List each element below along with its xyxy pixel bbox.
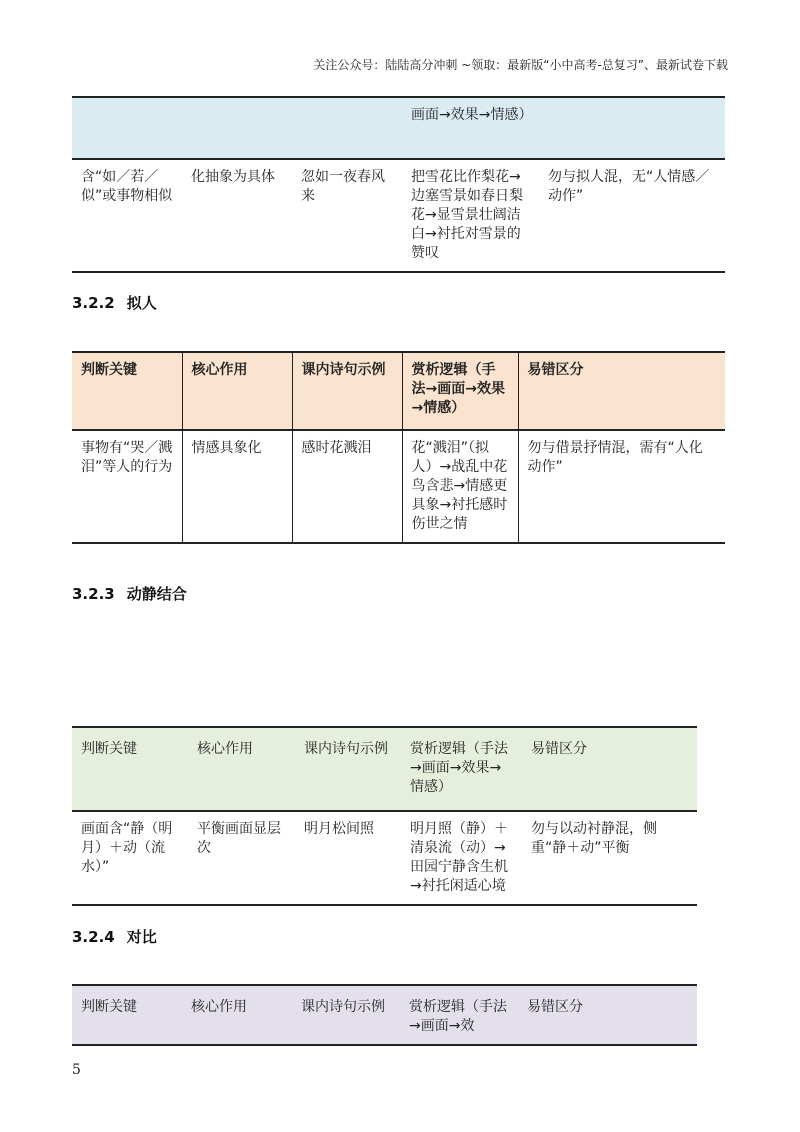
table-cell: 情感具象化 <box>182 430 292 543</box>
header-cell <box>72 97 182 159</box>
header-cell: 赏析逻辑（手法→画面→效果→情感） <box>401 727 522 811</box>
header-cell: 判断关键 <box>72 727 188 811</box>
table-row <box>72 430 725 543</box>
header-cell <box>182 97 292 159</box>
table-cell: 含“如／若／似”或事物相似 <box>81 169 173 204</box>
table-cell: 事物有“哭／溅泪”等人的行为 <box>81 440 173 475</box>
metaphor-table <box>72 96 725 273</box>
header-cell <box>292 97 402 159</box>
table-cell: 勿与借景抒情混，需有“人化动作” <box>518 430 725 543</box>
motion-stillness-table <box>72 726 697 906</box>
table-cell: 画面含“静（明月）＋动（流水）” <box>81 821 173 875</box>
header-cell: 赏析逻辑（手法→画面→效果→情感） <box>402 352 518 430</box>
page-number: 5 <box>72 1062 81 1078</box>
header-cell <box>539 97 725 159</box>
section-heading-personification <box>72 292 157 313</box>
table-row <box>72 811 697 905</box>
header-cell: 判断关键 <box>72 985 182 1045</box>
header-cell: 画面→效果→情感） <box>402 97 539 159</box>
header-cell: 易错区分 <box>518 985 697 1045</box>
header-cell: 核心作用 <box>182 352 292 430</box>
table-header-row <box>72 352 725 430</box>
header-cell: 核心作用 <box>188 727 295 811</box>
header-cell: 易错区分 <box>522 727 697 811</box>
section-number: 3.2.4 <box>72 928 115 946</box>
section-title: 拟人 <box>126 294 157 312</box>
table-cell: 把雪花比作梨花→边塞雪景如春日梨花→显雪景壮阔洁白→衬托对雪景的赞叹 <box>411 169 523 261</box>
table-cell: 勿与以动衬静混，侧重“静＋动”平衡 <box>531 821 657 856</box>
table-cell: 化抽象为具体 <box>191 169 275 185</box>
table-row <box>72 159 725 272</box>
table-cell: 明月松间照 <box>304 821 374 837</box>
section-number: 3.2.2 <box>72 294 115 312</box>
header-cell: 判断关键 <box>72 352 182 430</box>
header-cell: 课内诗句示例 <box>295 727 401 811</box>
section-heading-motion-stillness <box>72 583 187 604</box>
table-header-row <box>72 727 697 811</box>
section-title: 动静结合 <box>126 585 187 603</box>
personification-table <box>72 351 725 544</box>
section-title: 对比 <box>126 928 157 946</box>
table-cell: 感时花溅泪 <box>292 430 402 543</box>
header-cell: 易错区分 <box>518 352 725 430</box>
section-number: 3.2.3 <box>72 585 115 603</box>
table-header-row <box>72 985 697 1045</box>
table-cell: 勿与拟人混，无“人情感／动作” <box>548 169 710 204</box>
table-cell: 花“溅泪”（拟人）→战乱中花鸟含悲→情感更具象→衬托感时伤世之情 <box>402 430 518 543</box>
table-cell: 明月照（静）＋清泉流（动）→田园宁静含生机→衬托闲适心境 <box>410 821 508 894</box>
table-cell: 平衡画面显层次 <box>197 821 281 856</box>
page-header: 关注公众号：陆陆高分冲刺 ~领取：最新版“小中高考-总复习”、最新试卷下载 <box>313 58 728 72</box>
header-cell: 课内诗句示例 <box>292 352 402 430</box>
header-cell: 课内诗句示例 <box>292 985 400 1045</box>
header-cell: 核心作用 <box>182 985 292 1045</box>
section-heading-contrast <box>72 926 157 947</box>
table-cell: 忽如一夜春风来 <box>301 169 385 204</box>
contrast-table <box>72 984 697 1046</box>
header-cell: 赏析逻辑（手法→画面→效 <box>400 985 518 1045</box>
table-header-row <box>72 97 725 159</box>
